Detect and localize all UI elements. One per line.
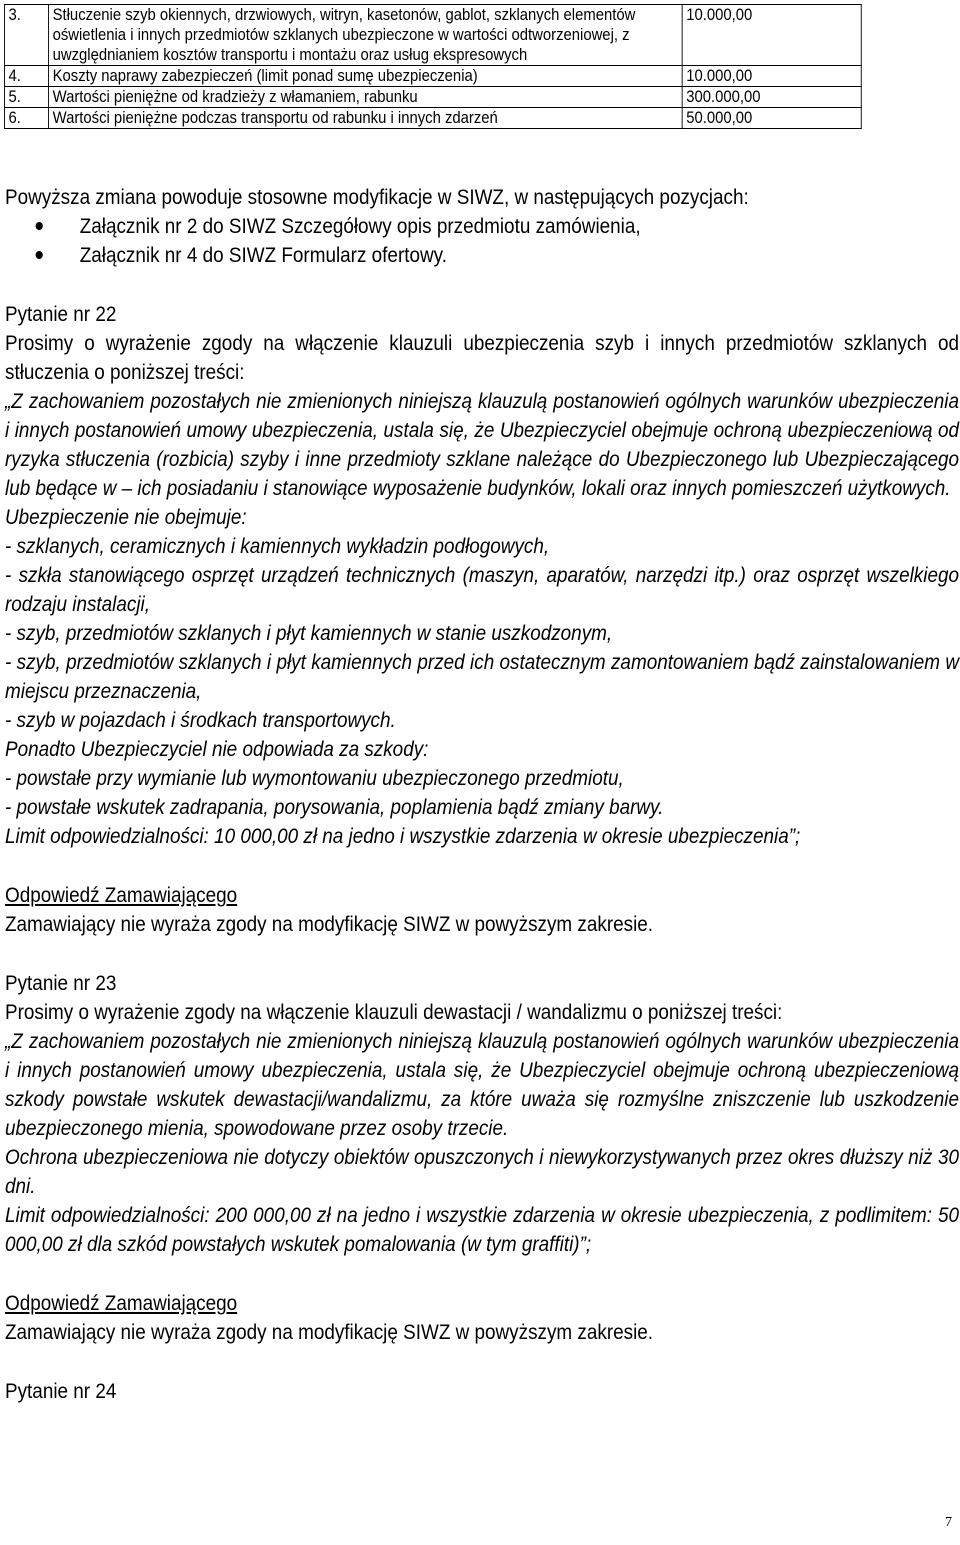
- question-22-answer: Zamawiający nie wyraża zgody na modyfikację SIWZ w powyższym zakresie.: [5, 913, 654, 936]
- list-item: Załącznik nr 4 do SIWZ Formularz ofertowy.: [5, 241, 959, 270]
- list-item: - szklanych, ceramicznych i kamiennych wykładzin podłogowych,: [5, 535, 550, 558]
- question-22-liability-title: Ponadto Ubezpieczyciel nie odpowiada za szkody:: [5, 738, 429, 761]
- question-23-title: Pytanie nr 23: [5, 972, 117, 995]
- row-number: 6.: [4, 108, 48, 129]
- question-23-intro: Prosimy o wyrażenie zgody na włączenie klauzuli dewastacji / wandalizmu o poniższej treści:: [5, 1001, 783, 1024]
- document-body: [5, 183, 959, 1406]
- question-24-title: Pytanie nr 24: [5, 1380, 117, 1403]
- change-intro: Powyższa zmiana powoduje stosowne modyfikacje w SIWZ, w następujących pozycjach:: [5, 186, 749, 209]
- row-description: Koszty naprawy zabezpieczeń (limit ponad sumę ubezpieczenia): [49, 66, 683, 87]
- row-amount: 10.000,00: [682, 5, 861, 66]
- row-number: 3.: [4, 5, 48, 66]
- question-23-answer: Zamawiający nie wyraża zgody na modyfikację SIWZ w powyższym zakresie.: [5, 1321, 654, 1344]
- list-item: - szyb, przedmiotów szklanych i płyt kamiennych w stanie uszkodzonym,: [5, 622, 613, 645]
- list-item: Załącznik nr 2 do SIWZ Szczegółowy opis przedmiotu zamówienia,: [5, 212, 959, 241]
- question-23-answer-title: Odpowiedź Zamawiającego: [5, 1292, 238, 1315]
- question-22-limit: Limit odpowiedzialności: 10 000,00 zł na jedno i wszystkie zdarzenia w okresie ubezpieczenia”;: [5, 825, 801, 848]
- table-row: [4, 5, 861, 66]
- list-item: - szkła stanowiącego osprzęt urządzeń technicznych (maszyn, aparatów, narzędzi itp.) oraz osprzęt wszelkiego rodzaju instalacji,: [5, 564, 959, 616]
- question-22-title: Pytanie nr 22: [5, 303, 117, 326]
- question-22-clause: „Z zachowaniem pozostałych nie zmienionych niniejszą klauzulą postanowień ogólnych warunków ubezpieczenia i innych postanowień umowy ubezpieczenia, ustala się, że Ubezpieczyciel obejmuje ochroną ubezpieczeniową od ryzyka stłuczenia (rozbicia) szyby i inne przedmioty szklane należące do Ubezpieczonego lub Ubezpieczającego lub będące w – ich posiadaniu i stanowiące wyposażenie budynków, lokali oraz innych pomieszczeń użytkowych.: [5, 390, 959, 500]
- insurance-limits-table: [4, 4, 862, 129]
- row-amount: 300.000,00: [682, 87, 861, 108]
- question-22-answer-title: Odpowiedź Zamawiającego: [5, 884, 238, 907]
- list-item: - powstałe wskutek zadrapania, porysowania, poplamienia bądź zmiany barwy.: [5, 796, 664, 819]
- question-23-clause: „Z zachowaniem pozostałych nie zmienionych niniejszą klauzulą postanowień ogólnych warunków ubezpieczenia i innych postanowień umowy ubezpieczenia, ustala się, że Ubezpieczyciel obejmuje ochroną ubezpieczeniową szkody powstałe wskutek dewastacji/wandalizmu, za które uważa się rozmyślne zniszczenie lub uszkodzenie ubezpieczonego mienia, spowodowane przez osoby trzecie.: [5, 1030, 959, 1140]
- question-23-limit: Limit odpowiedzialności: 200 000,00 zł na jedno i wszystkie zdarzenia w okresie ubezpieczenia, z podlimitem: 50 000,00 zł dla szkód powstałych wskutek pomalowania (w tym graffiti)”;: [5, 1204, 959, 1256]
- question-23-exclusion: Ochrona ubezpieczeniowa nie dotyczy obiektów opuszczonych i niewykorzystywanych przez okres dłuższy niż 30 dni.: [5, 1146, 959, 1198]
- table-row: [4, 108, 861, 129]
- list-item: - szyb w pojazdach i środkach transportowych.: [5, 709, 396, 732]
- row-description: Wartości pieniężne od kradzieży z włamaniem, rabunku: [49, 87, 683, 108]
- row-number: 5.: [4, 87, 48, 108]
- table-row: [4, 66, 861, 87]
- page-number: 7: [945, 1515, 952, 1530]
- change-list: [5, 212, 959, 270]
- row-number: 4.: [4, 66, 48, 87]
- question-22-intro: Prosimy o wyrażenie zgody na włączenie klauzuli ubezpieczenia szyb i innych przedmiotów szklanych od stłuczenia o poniższej treści:: [5, 332, 959, 384]
- row-amount: 50.000,00: [682, 108, 861, 129]
- row-description: Wartości pieniężne podczas transportu od rabunku i innych zdarzeń: [49, 108, 683, 129]
- list-item: - powstałe przy wymianie lub wymontowaniu ubezpieczonego przedmiotu,: [5, 767, 624, 790]
- list-item: - szyb, przedmiotów szklanych i płyt kamiennych przed ich ostatecznym zamontowaniem bądź zainstalowaniem w miejscu przeznaczenia,: [5, 651, 959, 703]
- row-description: Stłuczenie szyb okiennych, drzwiowych, witryn, kasetonów, gablot, szklanych elementów oświetlenia i innych przedmiotów szklanych ubezpieczone w wartości odtworzeniowej, z uwzględnianiem kosztów transportu i montażu oraz usług ekspresowych: [49, 5, 683, 66]
- row-amount: 10.000,00: [682, 66, 861, 87]
- question-22-exclusions-title: Ubezpieczenie nie obejmuje:: [5, 506, 247, 529]
- table-row: [4, 87, 861, 108]
